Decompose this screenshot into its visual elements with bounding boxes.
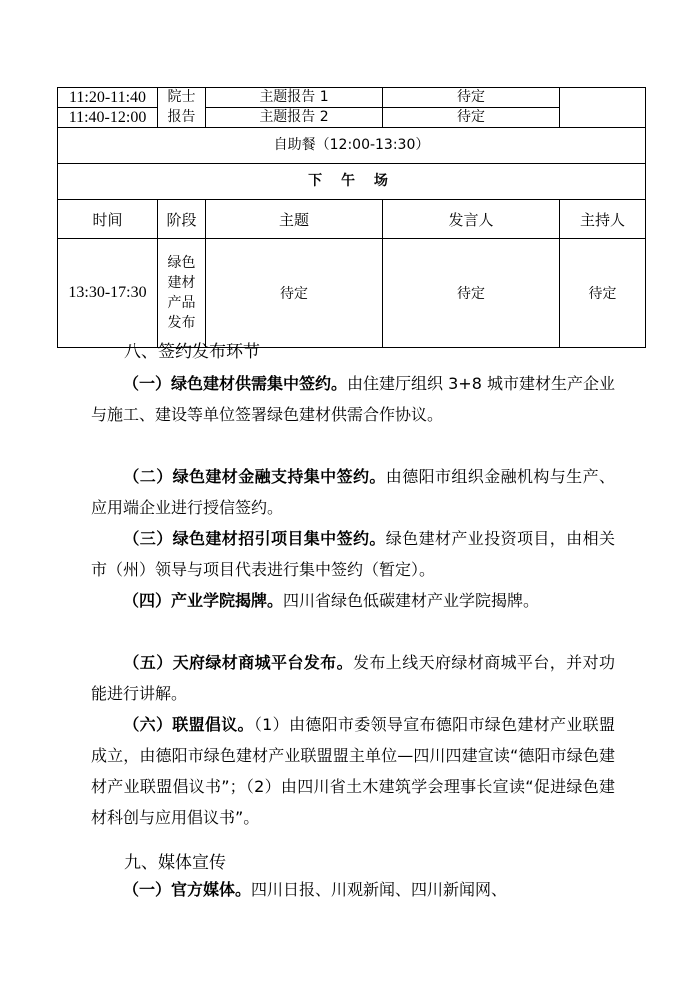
paragraph-body: （1）由德阳市委领导宣布德阳市绿色建材产业联盟成立，由德阳市绿色建材产业联盟盟主单位—四川四建宣读“德阳市绿色建材产业联盟倡议书”；（2）由四川省土木建筑学会理事长宣读“促进绿色建材科创与应用倡议书”。 xyxy=(91,715,615,827)
paragraph-body: 由住建厅组织 3+8 城市建材生产企业与施工、建设等单位签署绿色建材供需合作协议。 xyxy=(91,374,615,424)
speaker-cell: 待定 xyxy=(383,88,560,108)
paragraph-8-5 xyxy=(91,647,615,709)
stage-cell: 院士 xyxy=(158,88,206,108)
section-9-title: 九、媒体宣传 xyxy=(124,853,226,873)
paragraph-lead: （六）联盟倡议。 xyxy=(123,715,254,734)
paragraph-body: 发布上线天府绿材商城平台，并对功能进行讲解。 xyxy=(91,653,615,703)
header-stage: 阶段 xyxy=(158,200,206,239)
paragraph-8-2 xyxy=(91,461,615,523)
time-cell: 13:30-17:30 xyxy=(58,239,158,348)
paragraph-9-1 xyxy=(91,874,615,905)
paragraph-8-1 xyxy=(91,368,615,430)
paragraph-body: 由德阳市组织金融机构与生产、应用端企业进行授信签约。 xyxy=(91,467,615,517)
header-time: 时间 xyxy=(58,200,158,239)
topic-cell: 主题报告 1 xyxy=(206,88,383,108)
schedule-table xyxy=(57,87,646,348)
stage-line: 绿色 xyxy=(167,255,196,271)
host-cell xyxy=(560,88,646,128)
paragraph-lead: （二）绿色建材金融支持集中签约。 xyxy=(123,467,386,486)
paragraph-8-3 xyxy=(91,523,615,585)
header-speaker: 发言人 xyxy=(383,200,560,239)
topic-cell: 待定 xyxy=(206,239,383,348)
topic-cell: 主题报告 2 xyxy=(206,108,383,128)
paragraph-lead: （三）绿色建材招引项目集中签约。 xyxy=(123,529,386,548)
afternoon-title: 下 午 场 xyxy=(58,164,646,200)
speaker-cell: 待定 xyxy=(383,239,560,348)
paragraph-lead: （一）官方媒体。 xyxy=(123,880,252,899)
lunch-row xyxy=(58,128,646,164)
header-row xyxy=(58,200,646,239)
time-cell: 11:20-11:40 xyxy=(58,88,158,108)
speaker-cell: 待定 xyxy=(383,108,560,128)
table-row xyxy=(58,239,646,348)
time-cell: 11:40-12:00 xyxy=(58,108,158,128)
paragraph-lead: （一）绿色建材供需集中签约。 xyxy=(123,374,348,393)
paragraph-body: 四川省绿色低碳建材产业学院揭牌。 xyxy=(283,591,540,610)
paragraph-8-6 xyxy=(91,709,615,833)
stage-line: 建材 xyxy=(167,275,196,291)
paragraph-lead: （四）产业学院揭牌。 xyxy=(123,591,284,610)
stage-cell: 报告 xyxy=(158,108,206,128)
table-row xyxy=(58,108,646,128)
stage-line: 发布 xyxy=(167,315,196,331)
stage-cell xyxy=(158,239,206,348)
afternoon-title-row xyxy=(58,164,646,200)
section-8-title: 八、签约发布环节 xyxy=(124,342,260,362)
paragraph-8-4 xyxy=(91,585,615,616)
header-topic: 主题 xyxy=(206,200,383,239)
host-cell: 待定 xyxy=(560,239,646,348)
paragraph-body: 四川日报、川观新闻、四川新闻网、 xyxy=(251,880,508,899)
stage-line: 产品 xyxy=(167,295,196,311)
table-row xyxy=(58,88,646,108)
header-host: 主持人 xyxy=(560,200,646,239)
paragraph-body: 绿色建材产业投资项目，由相关市（州）领导与项目代表进行集中签约（暂定）。 xyxy=(91,529,615,579)
lunch-cell: 自助餐（12:00-13:30） xyxy=(58,128,646,164)
paragraph-lead: （五）天府绿材商城平台发布。 xyxy=(123,653,353,672)
